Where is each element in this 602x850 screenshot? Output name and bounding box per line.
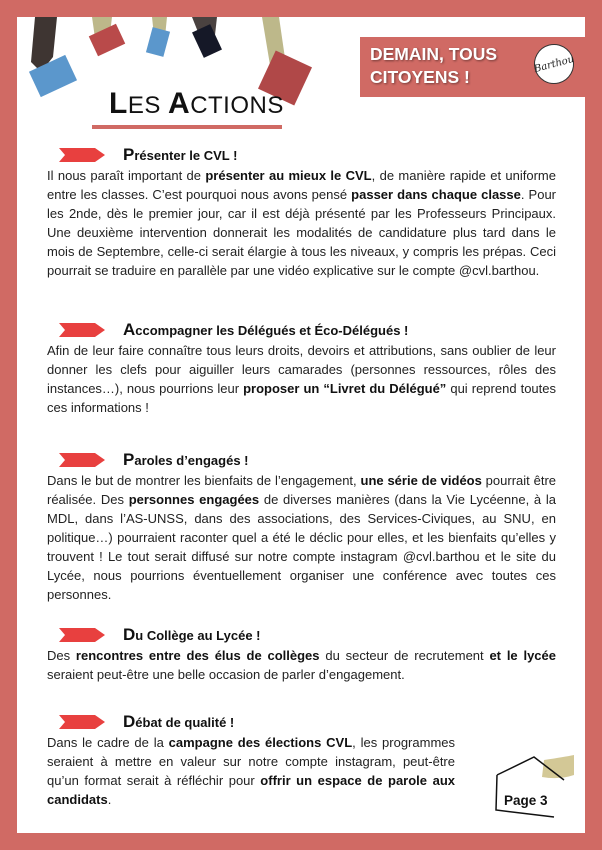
bold-text: et le lycée <box>489 648 556 663</box>
bold-text: présenter au mieux le CVL <box>205 168 372 183</box>
hand-envelope-lightblue-icon <box>146 17 170 57</box>
section <box>47 145 556 280</box>
heading-text: u Collège au Lycée ! <box>135 628 261 643</box>
title-text: ES <box>127 92 169 119</box>
text: du secteur de recrutement <box>319 648 490 663</box>
section-heading <box>47 625 556 645</box>
section <box>47 625 556 684</box>
arrow-bullet-icon <box>59 453 105 467</box>
arrow-bullet-icon <box>59 148 105 162</box>
title-letter: L <box>109 87 128 120</box>
section-paragraph <box>47 471 556 604</box>
banner-line: DEMAIN, TOUS <box>370 44 498 64</box>
arrow-bullet-icon <box>59 715 105 729</box>
heading-initial: D <box>123 625 136 644</box>
text: seraient peut-être une belle occasion de parler d’engagement. <box>47 667 405 682</box>
section-heading <box>47 320 556 340</box>
header-banner <box>360 37 585 97</box>
bold-text: proposer un “Livret du Délégué” <box>243 381 447 396</box>
text: , de manière rapide et uniforme entre les classes. C’est pourquoi nous avons pensé <box>47 168 556 202</box>
section-paragraph <box>47 341 556 417</box>
bold-text: une série de vidéos <box>360 473 482 488</box>
section-heading <box>47 450 556 470</box>
hand-envelope-red-icon <box>89 17 125 56</box>
bold-text: offrir un espace de parole aux candidats <box>47 773 455 807</box>
section <box>47 450 556 604</box>
bold-text: personnes engagées <box>128 492 260 507</box>
hand-envelope-blue-icon <box>29 17 77 97</box>
text: pourrait être réalisée. Des <box>47 473 556 507</box>
heading-label <box>123 320 408 340</box>
heading-label <box>123 145 237 165</box>
section <box>47 712 455 809</box>
section-heading <box>47 145 556 165</box>
title-underline <box>92 125 282 129</box>
text: , les programmes seraient à mettre en valeur sur notre compte instagram, peut-être qu’un format serait à réfléchir pour <box>47 735 456 788</box>
heading-initial: P <box>123 145 135 164</box>
heading-text: ébat de qualité ! <box>135 715 235 730</box>
banner-line: CITOYENS ! <box>370 67 470 87</box>
text: Des <box>47 648 76 663</box>
hand-envelope-black-icon <box>192 17 222 58</box>
heading-text: résenter le CVL ! <box>134 148 238 163</box>
bold-text: passer dans chaque classe <box>351 187 521 202</box>
heading-text: ccompagner les Délégués et Éco-Délégués ! <box>135 323 409 338</box>
title-text: CTIONS <box>190 92 284 119</box>
page-envelope-icon <box>494 755 574 825</box>
text: Il nous paraît important de <box>47 168 206 183</box>
section <box>47 320 556 417</box>
text: . Pour les 2nde, dès le premier jour, car il est déjà présenté par les Professeurs Principaux. Une deuxième intervention donnerait les modalités de candidature plus tard dans le mois de Septembre, celle-ci serait élargie à tous les niveaux, y compris les prépas. Ceci pourrait se traduire en parallèle par une vidéo explicative sur le compte @cvl.barthou. <box>47 187 557 278</box>
document-page <box>17 17 585 833</box>
heading-label <box>123 712 234 732</box>
heading-text: aroles d’engagés ! <box>134 453 249 468</box>
section-paragraph <box>47 166 556 280</box>
page-title <box>109 87 284 121</box>
heading-label <box>123 625 261 645</box>
banner-text <box>370 43 497 89</box>
text: qui reprend toutes ces informations ! <box>47 381 556 415</box>
bold-text: rencontres entre des élus de collèges <box>75 648 320 663</box>
heading-initial: A <box>123 320 136 339</box>
title-letter: A <box>168 87 191 120</box>
text: Dans le but de montrer les bienfaits de l’engagement, <box>47 473 361 488</box>
arrow-bullet-icon <box>59 323 105 337</box>
page-number: Page 3 <box>504 793 548 808</box>
section-heading <box>47 712 455 732</box>
text: Dans le cadre de la <box>47 735 169 750</box>
arrow-bullet-icon <box>59 628 105 642</box>
section-paragraph <box>47 733 455 809</box>
text: . <box>107 792 112 807</box>
text: de diverses manières (dans la Vie Lycéenne, à la MDL, dans l’AS-UNSS, dans des associations, des Services-Civiques, au SNU, en politique…) pourraient raconter quel a été le déclic pour elles, et les bienfaits qu’elles y trouvent ! Le tout serait diffusé sur notre compte instagram @cvl.barthou et le site du Lycée, nous pourrions éventuellement organiser une conférence avec toutes ces personnes. <box>47 492 557 602</box>
heading-label <box>123 450 249 470</box>
bold-text: campagne des élections CVL <box>168 735 353 750</box>
section-paragraph <box>47 646 556 684</box>
heading-initial: D <box>123 712 136 731</box>
barthou-logo: Barthou <box>530 40 579 89</box>
heading-initial: P <box>123 450 135 469</box>
text: Afin de leur faire connaître tous leurs droits, devoirs et attributions, sans oublier de leur donner les clefs pour aiguiller leurs camarades (personnes ressources, rôles des instances…), nous pourrions leur <box>47 343 556 396</box>
